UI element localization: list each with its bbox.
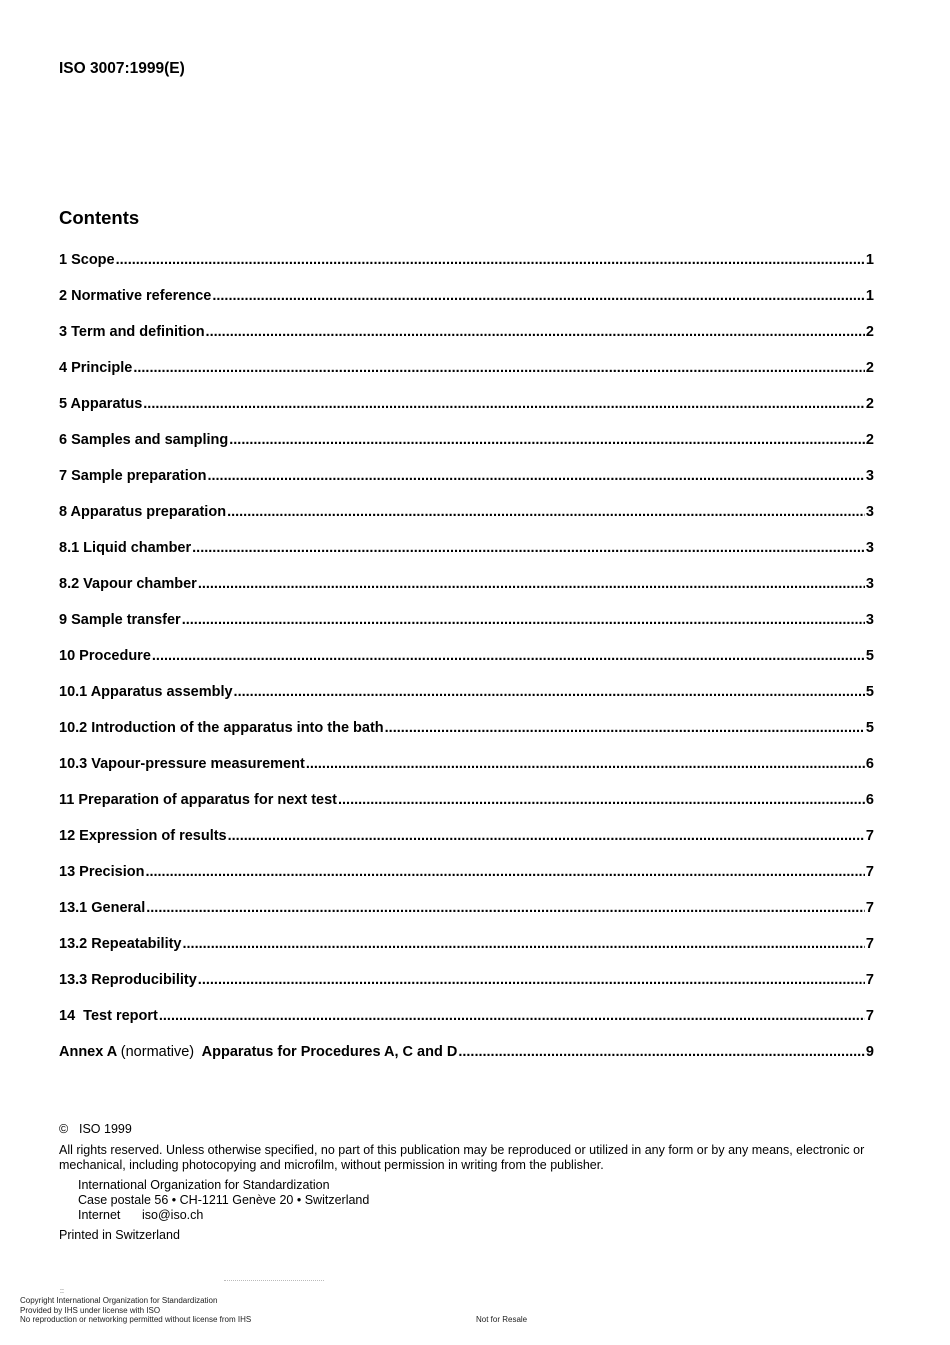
toc-leader xyxy=(385,718,865,738)
toc-entry[interactable] xyxy=(59,250,874,286)
toc-entry-page: 1 xyxy=(865,288,874,304)
internet-line xyxy=(78,1208,874,1223)
toc-entry-label: 11 Preparation of apparatus for next test xyxy=(59,792,337,808)
toc-entry-page: 2 xyxy=(865,360,874,376)
footer-line-2: Provided by IHS under license with ISO xyxy=(20,1305,161,1315)
toc-entry-label: 9 Sample transfer xyxy=(59,612,181,628)
toc-entry[interactable] xyxy=(59,538,874,574)
toc-entry-label: 8.2 Vapour chamber xyxy=(59,576,197,592)
toc-annex-label xyxy=(59,1042,457,1062)
toc-entry-annex[interactable] xyxy=(59,1042,874,1078)
footer-line-3: No reproduction or networking permitted without license from IHS xyxy=(20,1315,252,1324)
toc-leader xyxy=(143,394,865,414)
toc-entry-label: 10.3 Vapour-pressure measurement xyxy=(59,756,305,772)
toc-entry[interactable] xyxy=(59,322,874,358)
toc-entry-page: 3 xyxy=(865,612,874,628)
toc-entry-page: 9 xyxy=(865,1044,874,1060)
org-name: International Organization for Standardization xyxy=(78,1178,330,1192)
toc-entry-label: 13.2 Repeatability xyxy=(59,936,182,952)
footer-mark: :: xyxy=(60,1288,64,1295)
toc-entry-label: 10.2 Introduction of the apparatus into the bath xyxy=(59,720,384,736)
toc-entry-page: 7 xyxy=(865,1008,874,1024)
contents-title: Contents xyxy=(59,207,140,228)
toc-entry[interactable] xyxy=(59,502,874,538)
toc-entry[interactable] xyxy=(59,394,874,430)
toc-entry[interactable] xyxy=(59,466,874,502)
toc-entry-label: 5 Apparatus xyxy=(59,396,143,412)
toc-entry[interactable] xyxy=(59,1006,874,1042)
toc-entry-page: 5 xyxy=(865,720,874,736)
toc-entry[interactable] xyxy=(59,898,874,934)
toc-entry[interactable] xyxy=(59,826,874,862)
toc-leader xyxy=(227,502,865,522)
footer-line-1: Copyright International Organization for Standardization xyxy=(20,1296,218,1305)
toc-entry-label: 1 Scope xyxy=(59,252,115,268)
toc-leader xyxy=(159,1006,865,1026)
toc-entry-page: 7 xyxy=(865,828,874,844)
toc-leader xyxy=(228,826,865,846)
toc-entry-page: 7 xyxy=(865,936,874,952)
copyright-symbol: © xyxy=(59,1122,69,1136)
toc-entry-label: 8 Apparatus preparation xyxy=(59,504,227,520)
rights-statement: All rights reserved. Unless otherwise specified, no part of this publication may be reproduced or utilized in any form or by any means, electronic or mechanical, including photocopying and microfilm, without permission in writing from the publisher. xyxy=(59,1143,865,1172)
toc-leader xyxy=(207,466,864,486)
toc-entry-label: 4 Principle xyxy=(59,360,133,376)
toc-entry-label: 8.1 Liquid chamber xyxy=(59,540,192,556)
toc-entry-page: 5 xyxy=(865,648,874,664)
toc-entry[interactable] xyxy=(59,286,874,322)
toc-leader xyxy=(146,898,865,918)
toc-entry-page: 3 xyxy=(865,540,874,556)
toc-entry-label: 3 Term and definition xyxy=(59,324,205,340)
toc-leader xyxy=(116,250,865,270)
toc-entry[interactable] xyxy=(59,790,874,826)
publisher-address xyxy=(59,1178,874,1223)
toc-leader xyxy=(145,862,864,882)
toc-entry-page: 6 xyxy=(865,792,874,808)
toc-entry-page: 2 xyxy=(865,324,874,340)
document-id-header: ISO 3007:1999(E) xyxy=(59,60,185,77)
toc-entry[interactable] xyxy=(59,610,874,646)
toc-entry-label: 10 Procedure xyxy=(59,648,151,664)
toc-leader xyxy=(152,646,865,666)
toc-leader xyxy=(198,574,865,594)
toc-entry-page: 6 xyxy=(865,756,874,772)
toc-entry[interactable] xyxy=(59,682,874,718)
toc-entry[interactable] xyxy=(59,718,874,754)
toc-entry-page: 7 xyxy=(865,900,874,916)
toc-entry-label: 6 Samples and sampling xyxy=(59,432,229,448)
toc-entry[interactable] xyxy=(59,970,874,1006)
toc-leader xyxy=(212,286,865,306)
toc-entry-page: 3 xyxy=(865,504,874,520)
toc-leader xyxy=(182,610,865,630)
license-footer xyxy=(20,1296,251,1325)
toc-leader xyxy=(458,1042,865,1062)
printed-in: Printed in Switzerland xyxy=(59,1228,180,1242)
toc-entry[interactable] xyxy=(59,934,874,970)
toc-leader xyxy=(234,682,865,702)
toc-leader xyxy=(198,970,865,990)
toc-entry-page: 3 xyxy=(865,576,874,592)
toc-leader xyxy=(306,754,865,774)
copyright-block xyxy=(59,1122,874,1243)
toc-entry-label: 13.3 Reproducibility xyxy=(59,972,197,988)
toc-leader xyxy=(133,358,865,378)
toc-leader xyxy=(338,790,865,810)
not-for-resale: Not for Resale xyxy=(476,1315,528,1324)
toc-entry-label: 13 Precision xyxy=(59,864,145,880)
toc-leader xyxy=(206,322,865,342)
toc-entry[interactable] xyxy=(59,574,874,610)
annex-qualifier: (normative) xyxy=(120,1044,195,1060)
toc-entry-label: 12 Expression of results xyxy=(59,828,227,844)
toc-entry[interactable] xyxy=(59,358,874,394)
toc-entry-label: 7 Sample preparation xyxy=(59,468,207,484)
toc-entry-page: 2 xyxy=(865,432,874,448)
copyright-notice: ISO 1999 xyxy=(79,1122,132,1136)
toc-entry[interactable] xyxy=(59,646,874,682)
toc-entry-label: 13.1 General xyxy=(59,900,146,916)
internet-label: Internet xyxy=(78,1208,121,1222)
scan-artifact xyxy=(224,1280,324,1282)
internet-email[interactable]: iso@iso.ch xyxy=(142,1208,204,1222)
annex-title: Apparatus for Procedures A, C and D xyxy=(201,1044,458,1060)
toc-entry-label: 14 Test report xyxy=(59,1008,158,1024)
toc-leader xyxy=(229,430,865,450)
toc-entry-page: 7 xyxy=(865,972,874,988)
table-of-contents xyxy=(59,250,874,1078)
toc-entry[interactable] xyxy=(59,754,874,790)
toc-entry[interactable] xyxy=(59,862,874,898)
toc-leader xyxy=(192,538,865,558)
toc-entry-page: 2 xyxy=(865,396,874,412)
toc-entry[interactable] xyxy=(59,430,874,466)
toc-entry-page: 1 xyxy=(865,252,874,268)
toc-entry-label: 10.1 Apparatus assembly xyxy=(59,684,233,700)
annex-prefix: Annex A xyxy=(59,1044,117,1060)
copyright-line xyxy=(59,1122,874,1137)
toc-entry-page: 3 xyxy=(865,468,874,484)
toc-entry-page: 7 xyxy=(865,864,874,880)
toc-entry-label: 2 Normative reference xyxy=(59,288,212,304)
toc-entry-page: 5 xyxy=(865,684,874,700)
toc-leader xyxy=(183,934,865,954)
postal-address: Case postale 56 • CH-1211 Genève 20 • Switzerland xyxy=(78,1193,370,1207)
